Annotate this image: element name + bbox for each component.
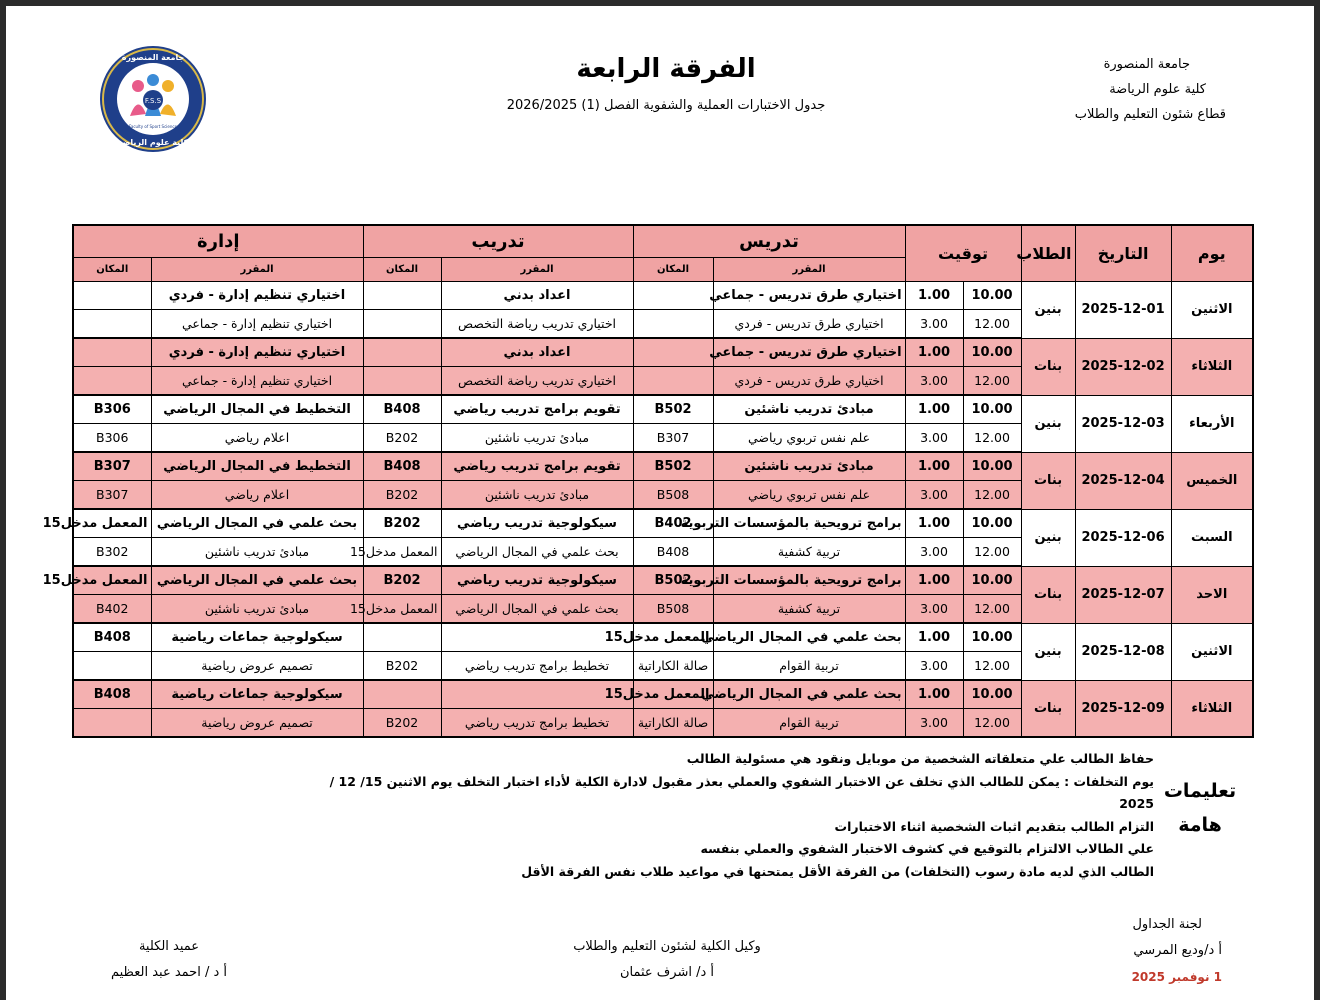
day-cell: الخميس — [1171, 452, 1253, 509]
training-course-cell: تقويم برامج تدريب رياضي — [441, 395, 633, 423]
admin-course-cell: سيكولوجية جماعات رياضية — [151, 680, 363, 708]
admin-place-cell — [73, 309, 151, 338]
admin-course-cell: اختياري تنظيم إدارة - جماعي — [151, 366, 363, 395]
admin-course-cell: بحث علمي في المجال الرياضي — [151, 509, 363, 537]
time-start-cell: 12.00 — [963, 594, 1021, 623]
training-course-cell: بحث علمي في المجال الرياضي — [441, 537, 633, 566]
training-course-cell: اعداد بدني — [441, 281, 633, 309]
time-start-cell: 12.00 — [963, 651, 1021, 680]
time-end-cell: 1.00 — [905, 338, 963, 366]
admin-place-cell: B307 — [73, 452, 151, 480]
teaching-place-cell: B502 — [633, 452, 713, 480]
training-course-cell: مبادئ تدريب ناشئين — [441, 480, 633, 509]
faculty-name: كلية علوم الرياضة — [1109, 82, 1206, 97]
header-teaching-place: المكان — [633, 257, 713, 281]
teaching-course-cell: بحث علمي في المجال الرياضي — [713, 680, 905, 708]
training-place-cell: المعمل مدخل15 — [363, 537, 441, 566]
header-training-course: المقرر — [441, 257, 633, 281]
time-end-cell: 1.00 — [905, 452, 963, 480]
header-students: الطلاب — [1021, 225, 1075, 281]
table-row — [73, 338, 1253, 366]
date-cell: 2025-12-03 — [1075, 395, 1171, 452]
teaching-place-cell: B408 — [633, 537, 713, 566]
time-start-cell: 10.00 — [963, 395, 1021, 423]
table-row — [73, 395, 1253, 423]
table-row — [73, 566, 1253, 594]
header-day: يوم — [1171, 225, 1253, 281]
table-row — [73, 281, 1253, 309]
time-start-cell: 12.00 — [963, 423, 1021, 452]
admin-course-cell: سيكولوجية جماعات رياضية — [151, 623, 363, 651]
training-place-cell: المعمل مدخل15 — [363, 594, 441, 623]
teaching-place-cell — [633, 309, 713, 338]
admin-course-cell: اختياري تنظيم إدارة - فردي — [151, 281, 363, 309]
time-start-cell: 12.00 — [963, 309, 1021, 338]
admin-place-cell: المعمل مدخل15 — [73, 509, 151, 537]
header-teaching: تدريس — [633, 225, 905, 257]
teaching-place-cell: B502 — [633, 395, 713, 423]
time-start-cell: 10.00 — [963, 452, 1021, 480]
training-course-cell: اعداد بدني — [441, 338, 633, 366]
time-end-cell: 1.00 — [905, 680, 963, 708]
time-start-cell: 10.00 — [963, 509, 1021, 537]
header-time: توقيت — [905, 225, 1021, 281]
training-place-cell — [363, 338, 441, 366]
teaching-course-cell: علم نفس تربوي رياضي — [713, 423, 905, 452]
teaching-course-cell: اختياري طرق تدريس - جماعي — [713, 338, 905, 366]
training-place-cell: B202 — [363, 708, 441, 737]
admin-course-cell: التخطيط في المجال الرياضي — [151, 452, 363, 480]
students-cell: بنات — [1021, 680, 1075, 737]
training-place-cell: B202 — [363, 509, 441, 537]
training-place-cell: B202 — [363, 651, 441, 680]
admin-place-cell: B408 — [73, 680, 151, 708]
admin-course-cell: بحث علمي في المجال الرياضي — [151, 566, 363, 594]
admin-place-cell: B402 — [73, 594, 151, 623]
training-course-cell: مبادئ تدريب ناشئين — [441, 423, 633, 452]
instruction-line: يوم التخلفات : يمكن للطالب الذي تخلف عن الاختبار الشفوي والعملي بعذر مقبول لادارة الكلية لأداء اختبار التخلف يوم الاثنين 15/ 12 / 2025 — [329, 773, 1154, 811]
teaching-course-cell: مبادئ تدريب ناشئين — [713, 452, 905, 480]
teaching-place-cell: المعمل مدخل15 — [633, 680, 713, 708]
time-start-cell: 12.00 — [963, 480, 1021, 509]
teaching-place-cell — [633, 338, 713, 366]
training-course-cell: اختياري تدريب رياضة التخصص — [441, 309, 633, 338]
teaching-course-cell: اختياري طرق تدريس - جماعي — [713, 281, 905, 309]
day-cell: الثلاثاء — [1171, 680, 1253, 737]
date-cell: 2025-12-07 — [1075, 566, 1171, 623]
logo-bottom-text: كلية علوم الرياضة — [117, 138, 189, 147]
time-end-cell: 1.00 — [905, 395, 963, 423]
date-cell: 2025-12-08 — [1075, 623, 1171, 680]
admin-place-cell: المعمل مدخل15 — [73, 566, 151, 594]
time-start-cell: 12.00 — [963, 366, 1021, 395]
teaching-place-cell: B307 — [633, 423, 713, 452]
teaching-place-cell: B508 — [633, 480, 713, 509]
teaching-place-cell: B402 — [633, 509, 713, 537]
notes-label-line1: تعليمات — [1163, 780, 1237, 802]
students-cell: بنات — [1021, 566, 1075, 623]
training-course-cell: سيكولوجية تدريب رياضي — [441, 509, 633, 537]
faculty-logo — [98, 44, 208, 154]
day-cell: الاثنين — [1171, 623, 1253, 680]
students-cell: بنين — [1021, 509, 1075, 566]
date-cell: 2025-12-04 — [1075, 452, 1171, 509]
teaching-place-cell: صالة الكاراتية — [633, 651, 713, 680]
teaching-course-cell: مبادئ تدريب ناشئين — [713, 395, 905, 423]
signature-committee — [1132, 912, 1222, 990]
date-cell: 2025-12-09 — [1075, 680, 1171, 737]
training-course-cell: بحث علمي في المجال الرياضي — [441, 594, 633, 623]
dean-title: عميد الكلية — [138, 939, 200, 954]
table-row — [73, 623, 1253, 651]
teaching-course-cell: علم نفس تربوي رياضي — [713, 480, 905, 509]
time-end-cell: 3.00 — [905, 309, 963, 338]
time-end-cell: 3.00 — [905, 480, 963, 509]
time-start-cell: 12.00 — [963, 537, 1021, 566]
training-place-cell: B202 — [363, 423, 441, 452]
training-place-cell: B408 — [363, 395, 441, 423]
logo-center-text: F.S.S — [144, 97, 162, 105]
teaching-place-cell: B502 — [633, 566, 713, 594]
time-end-cell: 3.00 — [905, 708, 963, 737]
teaching-place-cell — [633, 281, 713, 309]
admin-place-cell — [73, 281, 151, 309]
time-start-cell: 10.00 — [963, 623, 1021, 651]
training-course-cell: سيكولوجية تدريب رياضي — [441, 566, 633, 594]
time-end-cell: 3.00 — [905, 594, 963, 623]
admin-course-cell: اختياري تنظيم إدارة - فردي — [151, 338, 363, 366]
header-date: التاريخ — [1075, 225, 1171, 281]
time-end-cell: 1.00 — [905, 281, 963, 309]
training-place-cell — [363, 309, 441, 338]
vice-title: وكيل الكلية لشئون التعليم والطلاب — [573, 939, 761, 954]
schedule-body — [42, 281, 1253, 737]
training-place-cell — [363, 366, 441, 395]
teaching-course-cell: اختياري طرق تدريس - فردي — [713, 309, 905, 338]
training-course-cell: اختياري تدريب رياضة التخصص — [441, 366, 633, 395]
admin-course-cell: اعلام رياضي — [151, 480, 363, 509]
logo-en-text: Faculty of Sport Science — [128, 124, 178, 129]
students-cell: بنين — [1021, 281, 1075, 338]
header-admin-course: المقرر — [151, 257, 363, 281]
notes-label — [1160, 774, 1240, 842]
teaching-course-cell: تربية القوام — [713, 708, 905, 737]
admin-place-cell: B408 — [73, 623, 151, 651]
day-cell: الاثنين — [1171, 281, 1253, 338]
instruction-line: التزام الطالب بتقديم اثبات الشخصية اثناء الاختبارات — [834, 818, 1154, 834]
header-teaching-course: المقرر — [713, 257, 905, 281]
time-start-cell: 12.00 — [963, 708, 1021, 737]
admin-place-cell: B306 — [73, 423, 151, 452]
date-cell: 2025-12-01 — [1075, 281, 1171, 338]
teaching-course-cell: بحث علمي في المجال الرياضي — [713, 623, 905, 651]
time-end-cell: 3.00 — [905, 366, 963, 395]
instruction-line: الطالب الذي لديه مادة رسوب (التخلفات) من الفرقة الأقل يمتحنها في مواعيد طلاب نفس الفرقة الأقل — [521, 863, 1154, 879]
logo-top-text: جامعة المنصورة — [121, 53, 185, 62]
admin-place-cell — [73, 338, 151, 366]
admin-place-cell — [73, 651, 151, 680]
time-end-cell: 3.00 — [905, 537, 963, 566]
admin-course-cell: مبادئ تدريب ناشئين — [151, 537, 363, 566]
time-end-cell: 3.00 — [905, 423, 963, 452]
teaching-place-cell: صالة الكاراتية — [633, 708, 713, 737]
admin-course-cell: تصميم عروض رياضية — [151, 708, 363, 737]
table-row — [73, 509, 1253, 537]
header-admin-place: المكان — [73, 257, 151, 281]
training-place-cell: B202 — [363, 480, 441, 509]
teaching-course-cell: برامج ترويحية بالمؤسسات التربوية — [713, 509, 905, 537]
header-training: تدريب — [363, 225, 633, 257]
training-place-cell: B408 — [363, 452, 441, 480]
dean-name: أ د / احمد عبد العظيم — [110, 965, 228, 980]
admin-course-cell: اعلام رياضي — [151, 423, 363, 452]
instruction-line: حفاظ الطالب علي متعلقاته الشخصية من موبايل ونقود هي مسئولية الطالب — [686, 751, 1154, 766]
time-end-cell: 3.00 — [905, 651, 963, 680]
header-training-place: المكان — [363, 257, 441, 281]
vice-name: أ د/ اشرف عثمان — [619, 965, 715, 980]
students-cell: بنات — [1021, 338, 1075, 395]
time-end-cell: 1.00 — [905, 623, 963, 651]
students-cell: بنين — [1021, 623, 1075, 680]
training-place-cell — [363, 623, 441, 651]
admin-place-cell: B302 — [73, 537, 151, 566]
teaching-course-cell: تربية كشفية — [713, 594, 905, 623]
admin-place-cell: B307 — [73, 480, 151, 509]
day-cell: الأربعاء — [1171, 395, 1253, 452]
training-course-cell: تخطيط برامج تدريب رياضي — [441, 651, 633, 680]
training-course-cell: تخطيط برامج تدريب رياضي — [441, 708, 633, 737]
time-end-cell: 1.00 — [905, 509, 963, 537]
teaching-place-cell — [633, 366, 713, 395]
training-place-cell — [363, 680, 441, 708]
header-admin: إدارة — [73, 225, 363, 257]
teaching-course-cell: اختياري طرق تدريس - فردي — [713, 366, 905, 395]
admin-course-cell: اختياري تنظيم إدارة - جماعي — [151, 309, 363, 338]
teaching-place-cell: المعمل مدخل15 — [633, 623, 713, 651]
students-cell: بنات — [1021, 452, 1075, 509]
students-cell: بنين — [1021, 395, 1075, 452]
teaching-course-cell: برامج ترويحية بالمؤسسات التربوية — [713, 566, 905, 594]
committee-date: 1 نوفمبر 2025 — [1131, 970, 1222, 984]
training-course-cell: تقويم برامج تدريب رياضي — [441, 452, 633, 480]
admin-place-cell — [73, 708, 151, 737]
table-row — [73, 680, 1253, 708]
date-cell: 2025-12-02 — [1075, 338, 1171, 395]
committee-name: أ د/وديع المرسي — [1133, 943, 1222, 958]
time-start-cell: 10.00 — [963, 281, 1021, 309]
training-place-cell — [363, 281, 441, 309]
sector-name: قطاع شئون التعليم والطلاب — [1074, 107, 1226, 122]
teaching-course-cell: تربية كشفية — [713, 537, 905, 566]
document-page — [6, 6, 1314, 1000]
page-title: الفرقة الرابعة — [576, 54, 756, 84]
time-start-cell: 10.00 — [963, 338, 1021, 366]
day-cell: الاحد — [1171, 566, 1253, 623]
signature-dean — [94, 934, 244, 986]
admin-place-cell — [73, 366, 151, 395]
teaching-place-cell: B508 — [633, 594, 713, 623]
admin-course-cell: مبادئ تدريب ناشئين — [151, 594, 363, 623]
committee-title: لجنة الجداول — [1132, 917, 1202, 932]
admin-course-cell: التخطيط في المجال الرياضي — [151, 395, 363, 423]
date-cell: 2025-12-06 — [1075, 509, 1171, 566]
signature-vice-dean — [552, 934, 782, 986]
table-row — [73, 452, 1253, 480]
teaching-course-cell: تربية القوام — [713, 651, 905, 680]
training-place-cell: B202 — [363, 566, 441, 594]
day-cell: السبت — [1171, 509, 1253, 566]
exam-schedule-table — [42, 224, 1254, 738]
admin-place-cell: B306 — [73, 395, 151, 423]
university-name: جامعة المنصورة — [1103, 57, 1190, 72]
day-cell: الثلاثاء — [1171, 338, 1253, 395]
time-end-cell: 1.00 — [905, 566, 963, 594]
admin-course-cell: تصميم عروض رياضية — [151, 651, 363, 680]
page-subtitle: جدول الاختبارات العملية والشفوية الفصل (1) 2026/2025 — [506, 98, 826, 113]
time-start-cell: 10.00 — [963, 566, 1021, 594]
time-start-cell: 10.00 — [963, 680, 1021, 708]
instruction-line: علي الطالاب الالتزام بالتوقيع في كشوف الاختبار الشفوي والعملي بنفسه — [700, 841, 1154, 856]
notes-label-line2: هامة — [1178, 814, 1222, 836]
instructions-list — [294, 748, 1154, 883]
